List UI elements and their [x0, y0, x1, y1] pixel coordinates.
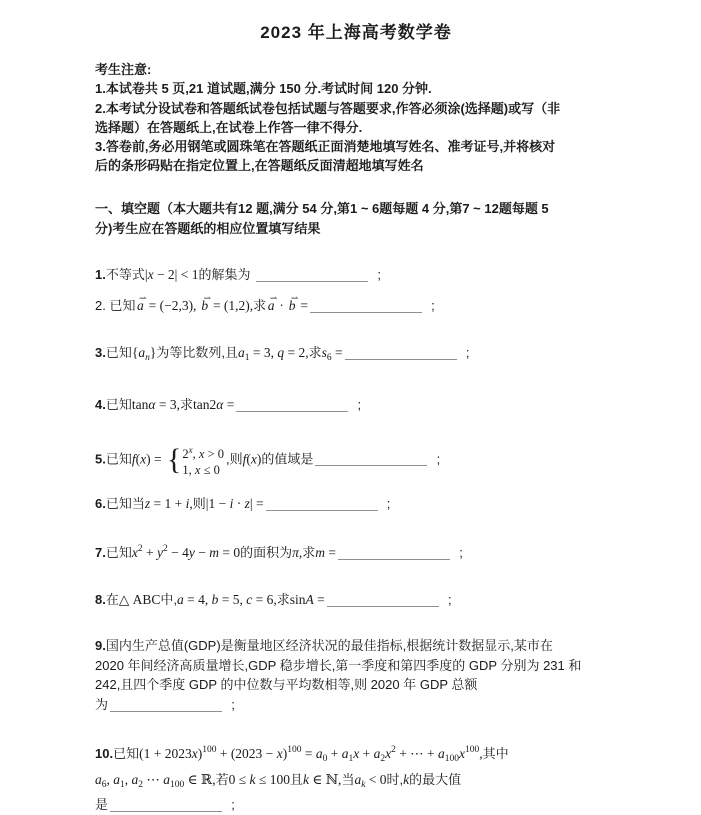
notice-item-3: 3.答卷前,务必用钢笔或圆珠笔在答题纸正面消楚地填写姓名、准考证号,并将核对 后的条形码贴在指定位置上,在答题纸反面清超地填写姓名 [95, 139, 556, 174]
question-2: 2. 已知 ⇀ a = (−2,3), ⇀ b = (1,2),求 ⇀ a · ⇀ b = ; [95, 296, 617, 316]
cases-brace: { [166, 442, 182, 476]
question-8: 8.在△ ABC中,a = 4, b = 5, c = 6,求sinA = ; [95, 591, 452, 607]
answer-blank [310, 299, 422, 313]
notice-block [95, 60, 617, 176]
question-list [95, 265, 617, 815]
section-heading-fill-in-blanks: 一、填空题（本大题共有12 题,满分 54 分,第1 ~ 6题每题 4 分,第7 ~ 12题每题 5 分)考生应在答题纸的相应位置填写结果 [95, 200, 549, 236]
answer-blank [256, 268, 368, 282]
vector-variable: ⇀ b [200, 296, 210, 316]
answer-blank [110, 698, 222, 712]
answer-blank [345, 346, 457, 360]
piecewise-function [167, 442, 224, 478]
page-title: 2023 年上海高考数学卷 [260, 23, 452, 42]
question-3: 3.已知$\{a_n\}$为等比数列,且$a_1 = 3$, q = 2,求$s_6$ = ; [95, 344, 470, 363]
vector-variable: ⇀ b [287, 296, 297, 316]
vector-variable: ⇀ a [135, 296, 145, 316]
question-5: 5.已知f(x) = { 2$^x$, x > 0 1, x ≤ 0 ,则f(x)的值域是 ; [95, 442, 441, 477]
question-9: 9.国内生产总值(GDP)是衡量地区经济状况的最佳指标,根据统计数据显示,某市在 2020 年间经济高质量增长,GDP 稳步增长,第一季度和第四季度的 GDP 分别为 231 和 242,且四个季度 GDP 的中位数与平均数相等,则 2020 年 GDP 总额 为 ; [95, 638, 582, 712]
notice-heading: 考生注意: [95, 62, 152, 77]
answer-blank [327, 593, 439, 607]
question-7: 7.已知$x^2 + y^2 - 4y - m = 0$的面积为π,求m = ; [95, 544, 463, 561]
answer-blank [236, 398, 348, 412]
cases-row: 2$^x$, x > 0 [182, 444, 225, 461]
vector-variable: ⇀ a [266, 296, 276, 316]
answer-blank [266, 497, 378, 511]
answer-blank [110, 798, 222, 812]
notice-item-2: 2.本考试分设试卷和答题纸试卷包括试题与答题要求,作答必须涂(选择题)或写（非 选择题）在答题纸上,在试卷上作答一律不得分. [95, 100, 561, 135]
answer-blank [338, 546, 450, 560]
question-4: 4.已知tanα = 3,求tan2α = ; [95, 397, 362, 413]
question-1: 1.不等式|x − 2| < 1的解集为 ; [95, 266, 381, 282]
question-10: 10.已知$(1 + 2023x)^{100} + (2023 - x)^{100} = a_0 + a_1x + a_2x^2$ + ⋯ + $a_{100}x^{100}$,其中 $a_6$, $a_1$, $a_2$ ⋯ $a_{100}$ ∈ ℝ,若0 ≤ k ≤ 100且k ∈ ℕ,当$a_k < 0$时,k的最大值 是 ; [95, 745, 509, 813]
cases-row: 1, x ≤ 0 [182, 462, 220, 477]
question-6: 6.已知当z = 1 + i,则|1 − i · z| = ; [95, 495, 391, 511]
answer-blank [315, 452, 427, 466]
notice-item-1: 1.本试卷共 5 页,21 道试题,满分 150 分.考试时间 120 分钟. [95, 81, 432, 97]
